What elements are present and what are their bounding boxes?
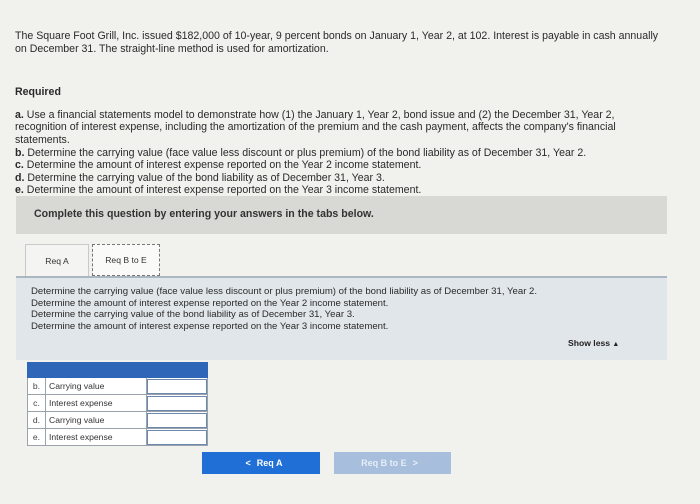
problem-statement xyxy=(15,30,699,56)
panel-line: Determine the carrying value of the bond liability as of December 31, Year 3. xyxy=(31,309,355,321)
tab-req-b-to-e[interactable] xyxy=(92,244,160,276)
requirement-letter: a. xyxy=(15,108,24,121)
requirement-a xyxy=(15,109,685,122)
row-letter: c. xyxy=(28,395,46,412)
requirement-text: Determine the carrying value (face value less discount or plus premium) of the bond liability as of December 31, Year 2. xyxy=(27,146,587,159)
table-row xyxy=(28,412,208,429)
row-letter: b. xyxy=(28,378,46,395)
tab-label: Req B to E xyxy=(105,255,147,265)
chevron-left-icon: < xyxy=(245,458,251,468)
next-req-b-to-e-button[interactable] xyxy=(334,452,451,474)
row-letter: e. xyxy=(28,429,46,446)
requirement-letter: e. xyxy=(15,184,24,197)
table-row xyxy=(28,395,208,412)
instructions-bar xyxy=(16,196,667,234)
interest-expense-year2-input[interactable] xyxy=(147,396,207,411)
chevron-right-icon: > xyxy=(412,458,418,468)
show-less-label: Show less xyxy=(568,338,611,348)
carrying-value-year3-input[interactable] xyxy=(147,413,207,428)
row-label: Interest expense xyxy=(46,429,147,446)
requirement-text: statements. xyxy=(15,133,70,146)
interest-expense-year3-input[interactable] xyxy=(147,430,207,445)
required-heading: Required xyxy=(15,85,61,98)
instructions-text: Complete this question by entering your answers in the tabs below. xyxy=(34,208,374,220)
requirements xyxy=(15,75,685,197)
requirement-text: recognition of interest expense, including the amortization of the premium and the cash payment, affects the company's financial xyxy=(15,121,616,134)
requirement-b xyxy=(15,147,685,160)
requirement-text: Use a financial statements model to demonstrate how (1) the January 1, Year 2, bond issue and (2) the December 31, Year 2, xyxy=(26,108,615,121)
prev-button-label: Req A xyxy=(256,458,283,468)
show-less-link[interactable] xyxy=(568,338,619,348)
problem-line: The Square Foot Grill, Inc. issued $182,000 of 10-year, 9 percent bonds on January 1, Year 2, at 102. Interest is payable in cash annually xyxy=(15,30,659,42)
answer-table xyxy=(27,362,208,446)
answer-cell xyxy=(147,429,208,446)
table-row xyxy=(28,429,208,446)
requirement-text: Determine the amount of interest expense reported on the Year 2 income statement. xyxy=(26,159,422,172)
panel-description xyxy=(31,286,537,332)
panel-line: Determine the amount of interest expense reported on the Year 3 income statement. xyxy=(31,320,389,332)
requirement-text: Determine the carrying value of the bond liability as of December 31, Year 3. xyxy=(27,171,385,184)
answer-cell xyxy=(147,378,208,395)
row-label: Carrying value xyxy=(46,378,147,395)
tab-label: Req A xyxy=(45,255,69,266)
requirement-c xyxy=(15,159,685,172)
requirement-letter: b. xyxy=(15,146,25,159)
tab-panel xyxy=(16,276,667,360)
table-header-cell xyxy=(28,363,147,378)
triangle-up-icon: ▲ xyxy=(612,341,620,348)
answer-cell xyxy=(147,395,208,412)
table-header-row xyxy=(28,363,208,378)
row-label: Interest expense xyxy=(46,395,147,412)
tab-req-a[interactable] xyxy=(25,244,89,276)
requirement-letter: d. xyxy=(15,171,25,184)
problem-line: on December 31. The straight-line method is used for amortization. xyxy=(15,43,329,55)
answer-cell xyxy=(147,412,208,429)
requirement-letter: c. xyxy=(15,159,24,172)
row-label: Carrying value xyxy=(46,412,147,429)
prev-req-a-button[interactable] xyxy=(202,452,320,474)
requirement-text: Determine the amount of interest expense reported on the Year 3 income statement. xyxy=(26,184,422,197)
panel-line: Determine the amount of interest expense reported on the Year 2 income statement. xyxy=(31,297,389,309)
panel-line: Determine the carrying value (face value less discount or plus premium) of the bond liability as of December 31, Year 2. xyxy=(31,286,538,297)
requirement-d xyxy=(15,172,685,185)
table-row xyxy=(28,378,208,395)
next-button-label: Req B to E xyxy=(361,458,407,468)
carrying-value-year2-input[interactable] xyxy=(147,379,207,394)
row-letter: d. xyxy=(28,412,46,429)
table-header-cell xyxy=(147,363,208,378)
